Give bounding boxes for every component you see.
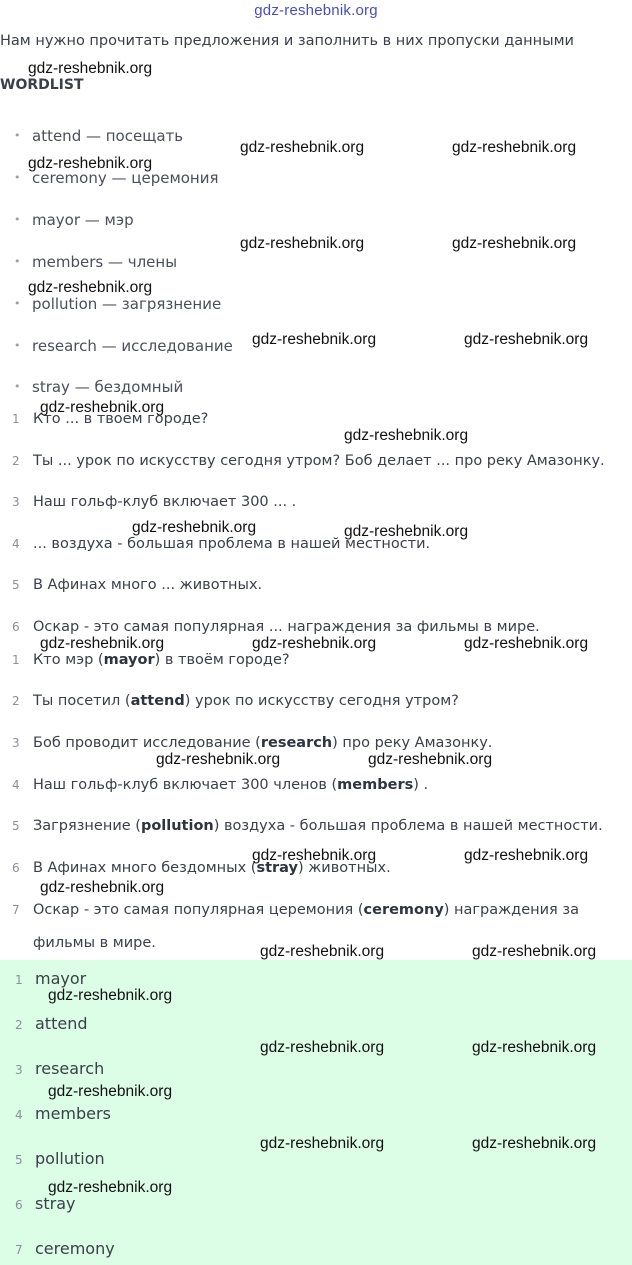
short-answer: 7 ceremony (15, 1239, 115, 1258)
watermark: gdz-reshebnik.org (464, 635, 589, 652)
watermark: gdz-reshebnik.org (252, 331, 377, 348)
watermark: gdz-reshebnik.org (240, 139, 365, 156)
wordlist-item: • attend — посещать (14, 127, 184, 145)
watermark: gdz-reshebnik.org (28, 60, 153, 77)
wordlist-item: • pollution — загрязнение (14, 295, 222, 313)
watermark: gdz-reshebnik.org (28, 155, 153, 172)
watermark: gdz-reshebnik.org (40, 635, 165, 652)
watermark: gdz-reshebnik.org (132, 519, 257, 536)
watermark: gdz-reshebnik.org (48, 987, 173, 1004)
wordlist-item: • mayor — мэр (14, 211, 134, 229)
watermark: gdz-reshebnik.org (252, 847, 377, 864)
wordlist-item: • members — члены (14, 253, 178, 271)
wordlist-item: • research — исследование (14, 337, 233, 355)
watermark: gdz-reshebnik.org (252, 635, 377, 652)
bullet-icon: • (14, 339, 21, 352)
answer-sentence: 1 Кто мэр (mayor) в твоём городе? (12, 652, 290, 668)
bullet-icon: • (14, 297, 21, 310)
intro-text: Нам нужно прочитать предложения и заполнить в них пропуски данными (0, 33, 574, 49)
question-row: 3 Наш гольф-клуб включает 300 ... . (12, 494, 297, 510)
watermark: gdz-reshebnik.org (40, 879, 165, 896)
watermark: gdz-reshebnik.org (472, 1135, 597, 1152)
watermark: gdz-reshebnik.org (260, 943, 385, 960)
bullet-icon: • (14, 129, 21, 142)
wordlist-item: • stray — бездомный (14, 378, 184, 396)
question-row: 4 ... воздуха - большая проблема в нашей местности. (12, 536, 431, 552)
bullet-icon: • (14, 171, 21, 184)
wordlist-title: WORDLIST (0, 77, 84, 93)
watermark: gdz-reshebnik.org (472, 1039, 597, 1056)
short-answer: 4 members (15, 1104, 111, 1123)
watermark: gdz-reshebnik.org (472, 943, 597, 960)
bullet-icon: • (14, 380, 21, 393)
watermark: gdz-reshebnik.org (48, 1179, 173, 1196)
watermark: gdz-reshebnik.org (156, 751, 281, 768)
watermark: gdz-reshebnik.org (464, 331, 589, 348)
site-header-link[interactable]: gdz-reshebnik.org (254, 2, 378, 19)
answer-sentence: 4 Наш гольф-клуб включает 300 членов (members) . (12, 777, 429, 793)
watermark: gdz-reshebnik.org (240, 235, 365, 252)
watermark: gdz-reshebnik.org (344, 427, 469, 444)
question-row: 1 Кто ... в твоем городе? (12, 411, 209, 427)
answer-sentence-continuation: фильмы в мире. (33, 935, 156, 951)
watermark: gdz-reshebnik.org (344, 523, 469, 540)
watermark: gdz-reshebnik.org (260, 1039, 385, 1056)
answer-sentence: 6 В Афинах много бездомных (stray) животных. (12, 860, 391, 876)
short-answer: 2 attend (15, 1014, 88, 1033)
watermark: gdz-reshebnik.org (48, 1083, 173, 1100)
watermark: gdz-reshebnik.org (28, 279, 153, 296)
answer-sentence: 5 Загрязнение (pollution) воздуха - большая проблема в нашей местности. (12, 818, 603, 834)
short-answer: 5 pollution (15, 1149, 105, 1168)
watermark: gdz-reshebnik.org (368, 751, 493, 768)
bullet-icon: • (14, 213, 21, 226)
watermark: gdz-reshebnik.org (260, 1135, 385, 1152)
watermark: gdz-reshebnik.org (464, 847, 589, 864)
question-row: 2 Ты ... урок по искусству сегодня утром? Боб делает ... про реку Амазонку. (12, 453, 605, 469)
answer-sentence: 3 Боб проводит исследование (research) про реку Амазонку. (12, 735, 493, 751)
wordlist-item: • ceremony — церемония (14, 169, 219, 187)
short-answer: 3 research (15, 1059, 105, 1078)
watermark: gdz-reshebnik.org (452, 139, 577, 156)
watermark: gdz-reshebnik.org (452, 235, 577, 252)
answer-sentence: 7 Оскар - это самая популярная церемония (ceremony) награждения за (12, 902, 579, 918)
watermark: gdz-reshebnik.org (40, 399, 165, 416)
answer-box (0, 960, 632, 1265)
answer-sentence: 2 Ты посетил (attend) урок по искусству сегодня утром? (12, 693, 459, 709)
question-row: 6 Оскар - это самая популярная ... награждения за фильмы в мире. (12, 619, 540, 635)
short-answer: 1 mayor (15, 969, 87, 988)
bullet-icon: • (14, 255, 21, 268)
short-answer: 6 stray (15, 1194, 76, 1213)
question-row: 5 В Афинах много ... животных. (12, 577, 263, 593)
